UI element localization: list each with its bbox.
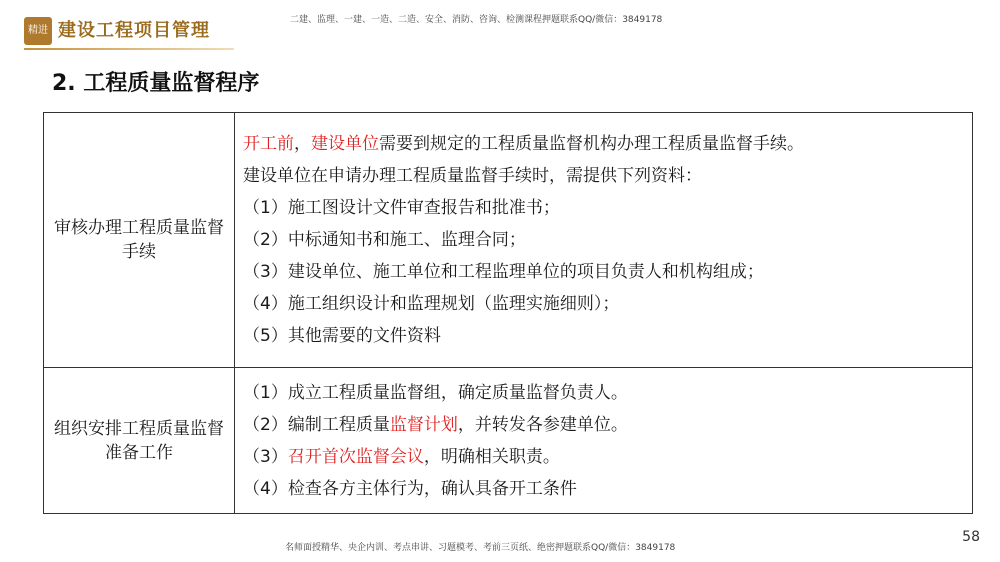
logo <box>24 17 52 45</box>
text-span: ，明确相关职责。 <box>423 446 560 467</box>
table-row <box>44 368 973 514</box>
list-item <box>243 409 964 441</box>
row-label: 组织安排工程质量监督准备工作 <box>44 368 235 514</box>
row-content <box>235 113 973 368</box>
row-content <box>235 368 973 514</box>
table-row <box>44 113 973 368</box>
highlight-text: 建设单位 <box>311 134 379 154</box>
text-span: （3） <box>243 446 288 467</box>
list-item: （2）中标通知书和施工、监理合同； <box>243 230 526 250</box>
list-item: （1）施工图设计文件审查报告和批准书； <box>243 198 560 218</box>
text-span: ， <box>294 134 311 154</box>
highlight-text: 监督计划 <box>389 414 458 435</box>
text-span: ，并转发各参建单位。 <box>457 414 628 435</box>
brand-title: 建设工程项目管理 <box>58 20 210 41</box>
list-item <box>243 441 964 473</box>
bottom-banner: 名师面授精华、央企内训、考点串讲、习题模考、考前三页纸、绝密押题联系QQ/微信：3849178 <box>285 543 676 553</box>
row-label: 审核办理工程质量监督手续 <box>44 113 235 368</box>
text-span: （2）编制工程质量 <box>243 414 390 435</box>
text-span: 需要到规定的工程质量监督机构办理工程质量监督手续。 <box>379 134 804 154</box>
top-banner: 二建、监理、一建、一造、二造、安全、消防、咨询、检测课程押题联系QQ/微信：3849178 <box>290 15 663 25</box>
brand-underline <box>24 48 234 50</box>
list-item: （4）检查各方主体行为，确认具备开工条件 <box>243 478 577 499</box>
highlight-text: 召开首次监督会议 <box>287 446 424 467</box>
highlight-text: 开工前 <box>243 134 294 154</box>
list-item: （5）其他需要的文件资料 <box>243 326 441 346</box>
list-item <box>243 128 964 160</box>
logo-text: 精进 <box>28 25 48 36</box>
procedure-table <box>43 112 973 514</box>
page-title: 2. 工程质量监督程序 <box>52 71 260 96</box>
list-item: （4）施工组织设计和监理规划（监理实施细则）； <box>243 294 620 314</box>
list-item: 建设单位在申请办理工程质量监督手续时，需提供下列资料： <box>243 166 702 186</box>
list-item: （3）建设单位、施工单位和工程监理单位的项目负责人和机构组成； <box>243 262 764 282</box>
page-number: 58 <box>962 529 980 545</box>
list-item: （1）成立工程质量监督组，确定质量监督负责人。 <box>243 382 628 403</box>
